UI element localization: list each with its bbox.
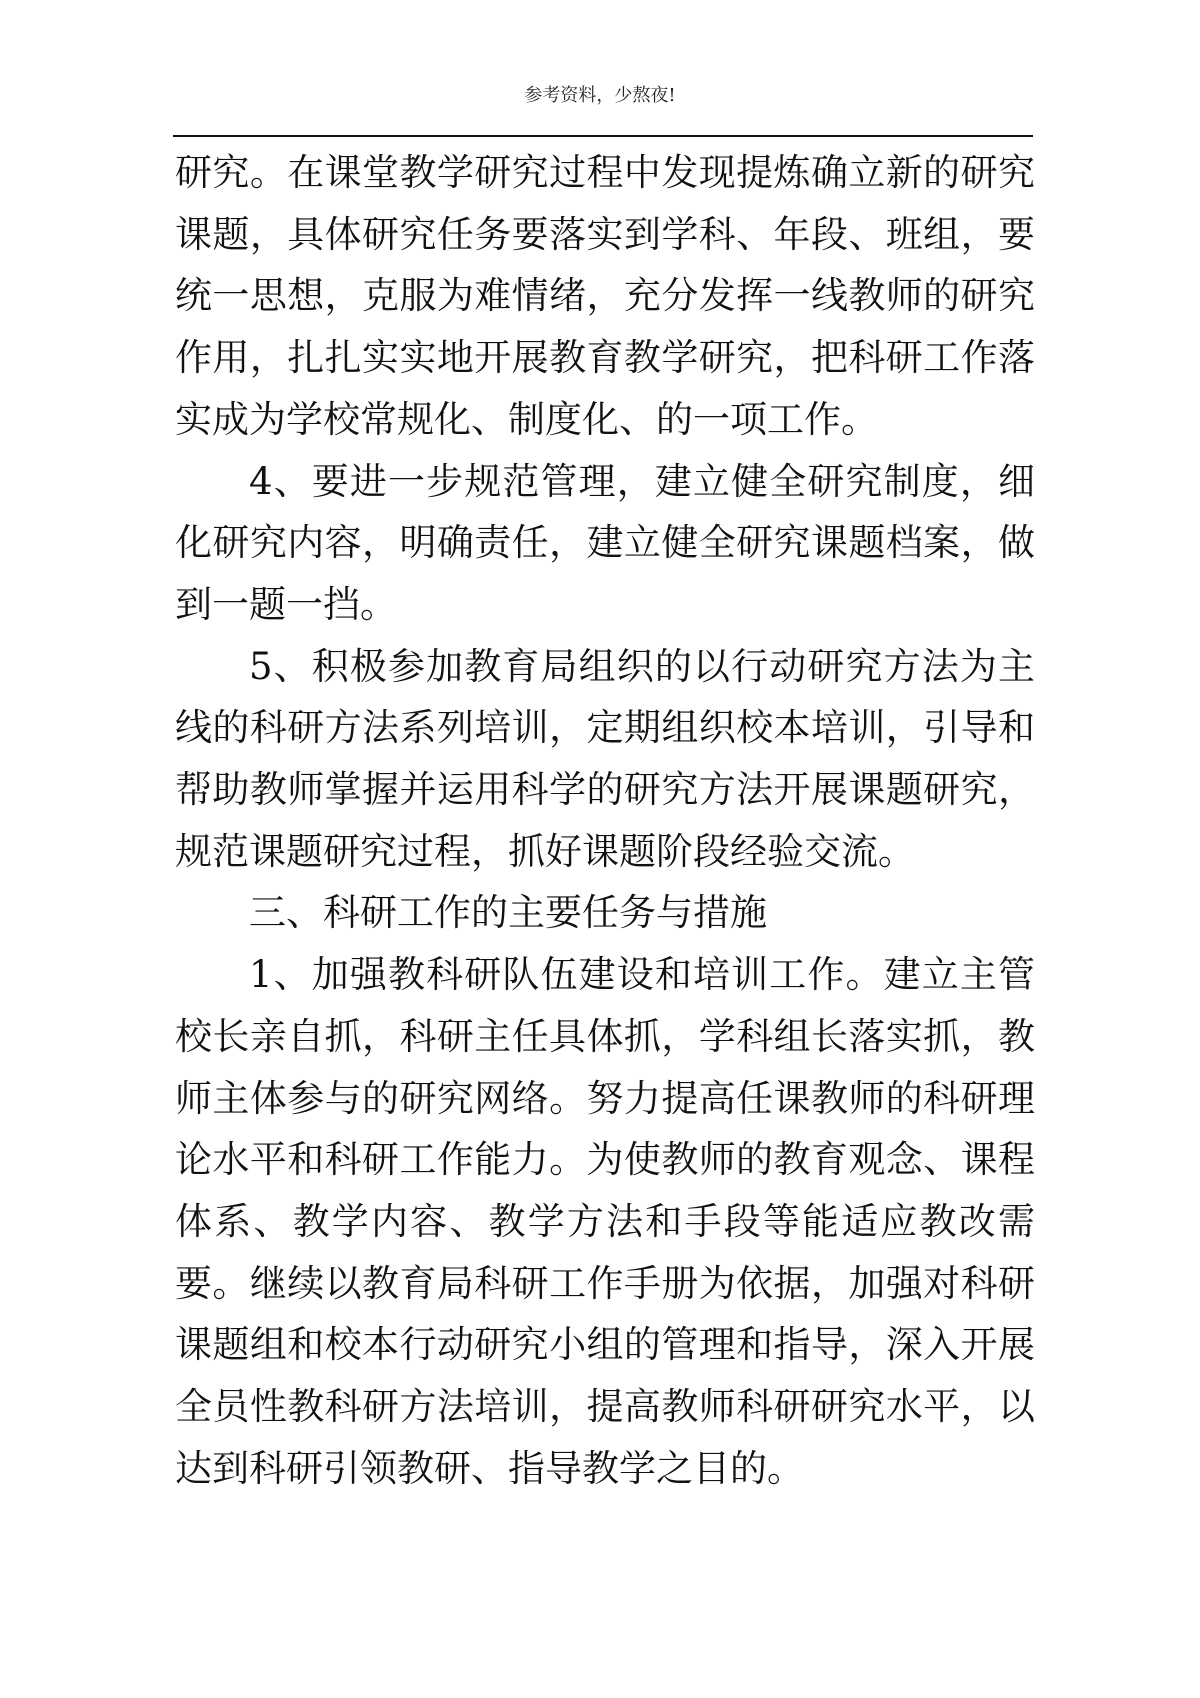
- section-heading-3: 三、科研工作的主要任务与措施: [249, 891, 767, 935]
- document-body: [175, 142, 1035, 1499]
- paragraph-continuation: 研究。在课堂教学研究过程中发现提炼确立新的研究课题，具体研究任务要落实到学科、年段、班组，要统一思想，克服为难情绪，充分发挥一线教师的研究作用，扎扎实实地开展教育教学研究，把科研工作落实成为学校常规化、制度化、的一项工作。: [175, 151, 1035, 441]
- paragraph-item-4: 4、要进一步规范管理，建立健全研究制度，细化研究内容，明确责任，建立健全研究课题档案，做到一题一挡。: [175, 459, 1035, 626]
- paragraph-section-3-item-1: 1、加强教科研队伍建设和培训工作。建立主管校长亲自抓，科研主任具体抓，学科组长落实抓，教师主体参与的研究网络。努力提高任课教师的科研理论水平和科研工作能力。为使教师的教育观念、课程体系、教学内容、教学方法和手段等能适应教改需要。继续以教育局科研工作手册为依据，加强对科研课题组和校本行动研究小组的管理和指导，深入开展全员性教科研方法培训，提高教师科研研究水平，以达到科研引领教研、指导教学之目的。: [175, 953, 1035, 1490]
- header-divider: [173, 135, 1033, 137]
- page-header: 参考资料，少熬夜!: [524, 85, 676, 106]
- paragraph-item-5: 5、积极参加教育局组织的以行动研究方法为主线的科研方法系列培训，定期组织校本培训，引导和帮助教师掌握并运用科学的研究方法开展课题研究，规范课题研究过程，抓好课题阶段经验交流。: [175, 644, 1035, 873]
